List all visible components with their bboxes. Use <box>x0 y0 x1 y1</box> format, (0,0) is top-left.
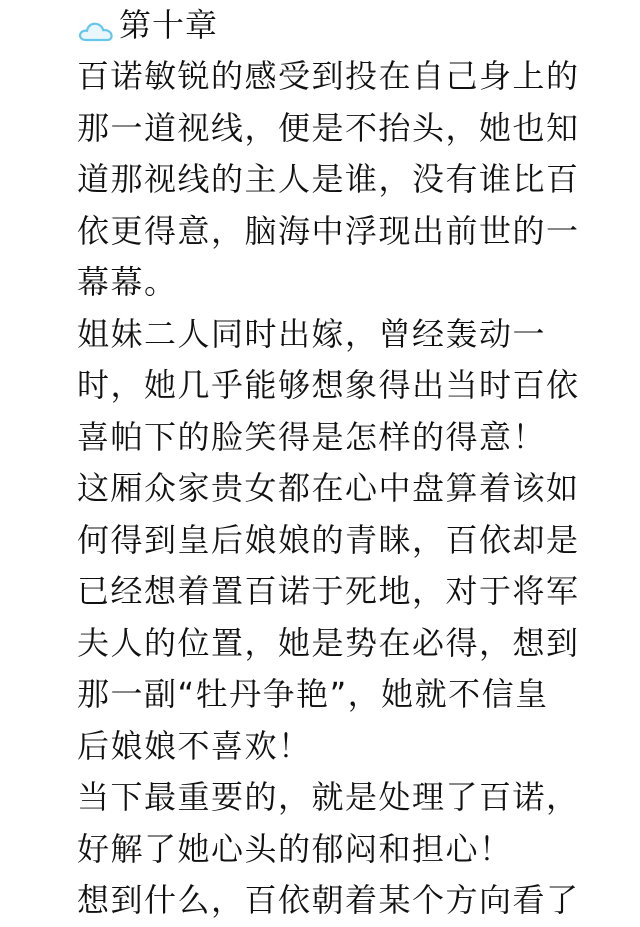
body-line: 那一道视线，便是不抬头，她也知 <box>77 108 580 147</box>
body-line: 姐妹二人同时出嫁，曾经轰动一 <box>77 314 547 353</box>
body-line: 当下最重要的，就是处理了百诺， <box>77 778 580 816</box>
body-line: 何得到皇后娘娘的青睐，百依却是 <box>77 520 580 559</box>
body-line: 那一副“牡丹争艳”，她就不信皇 <box>77 675 549 713</box>
body-line: 想到什么，百依朝着某个方向看了 <box>77 881 580 919</box>
body-line: 依更得意，脑海中浮现出前世的一 <box>77 211 580 250</box>
cloud-icon <box>77 11 115 39</box>
body-line: 时，她几乎能够想象得出当时百依 <box>77 366 580 404</box>
body-line: 夫人的位置，她是势在必得，想到 <box>77 623 580 662</box>
body-line: 已经想着置百诺于死地，对于将军 <box>77 572 580 610</box>
body-line: 后娘娘不喜欢！ <box>77 726 312 765</box>
chapter-heading <box>77 2 640 48</box>
body-line: 喜帕下的脸笑得是怎样的得意！ <box>77 417 547 456</box>
body-line: 好解了她心头的郁闷和担心！ <box>77 829 513 868</box>
body-line: 这厢众家贵女都在心中盘算着该如 <box>77 469 580 507</box>
body-line: 道那视线的主人是谁，没有谁比百 <box>77 160 580 198</box>
body-line: 幕幕。 <box>77 263 178 301</box>
body-line: 百诺敏锐的感受到投在自己身上的 <box>77 57 580 95</box>
chapter-title: 第十章 <box>119 6 219 44</box>
